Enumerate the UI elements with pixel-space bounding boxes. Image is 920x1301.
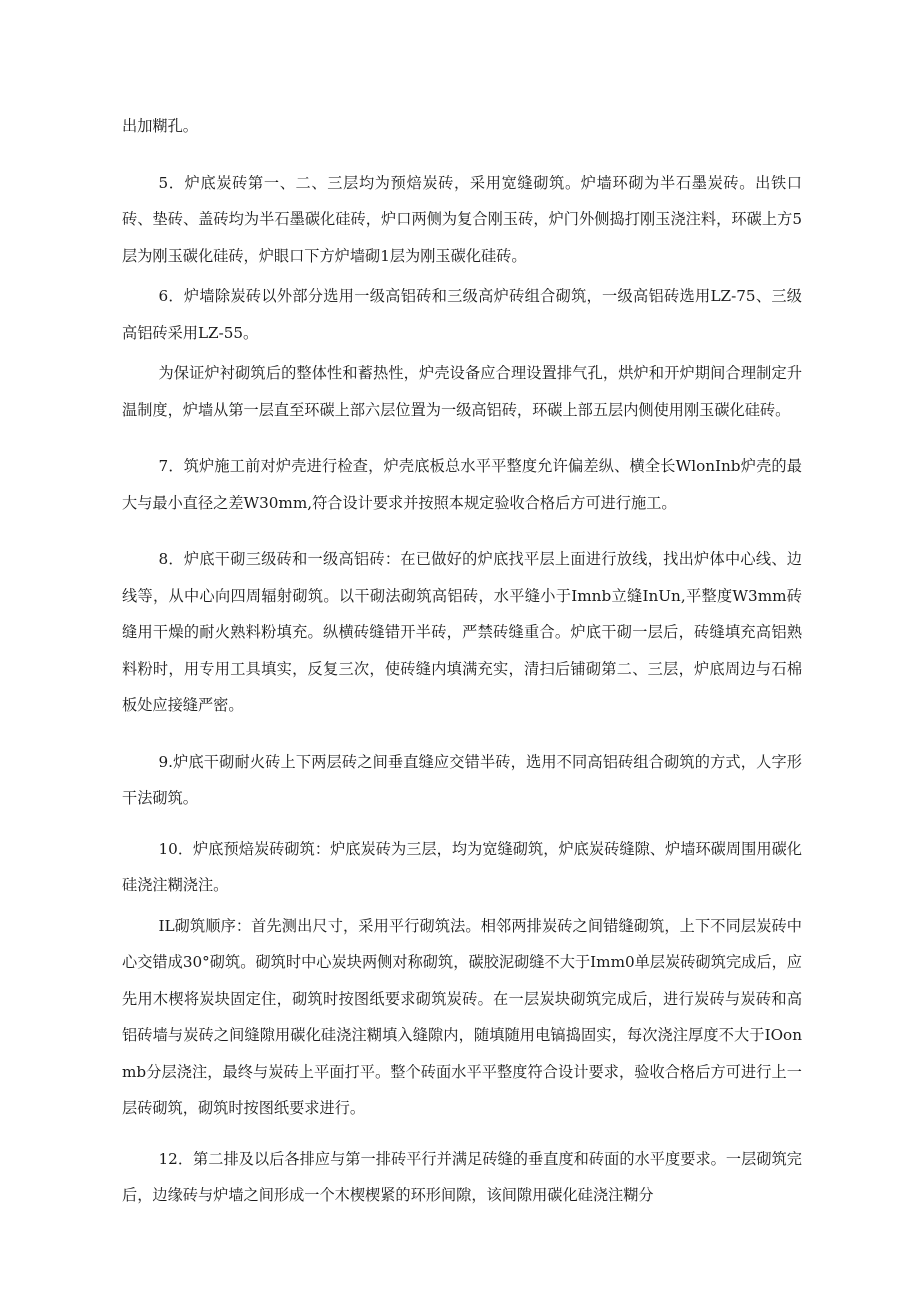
document-body <box>122 108 802 1214</box>
paragraph-continuation: 出加糊孔。 <box>122 117 198 135</box>
paragraph-item-6: 6．炉墙除炭砖以外部分选用一级高铝砖和三级高炉砖组合砌筑，一级高铝砖选用LZ-75、三级高铝砖采用LZ-55。 <box>122 287 802 342</box>
paragraph-item-7: 7．筑炉施工前对炉壳进行检查，炉壳底板总水平平整度允许偏差纵、横全长WlonInb炉壳的最大与最小直径之差W30mm,符合设计要求并按照本规定验收合格后方可进行施工。 <box>122 457 802 512</box>
paragraph-item-11: IL砌筑顺序：首先测出尺寸，采用平行砌筑法。相邻两排炭砖之间错缝砌筑，上下不同层炭砖中心交错成30°砌筑。砌筑时中心炭块两侧对称砌筑，碳胶泥砌缝不大于Imm0单层炭砖砌筑完成后，应先用木楔将炭块固定住，砌筑时按图纸要求砌筑炭砖。在一层炭块砌筑完成后，进行炭砖与炭砖和高铝砖墙与炭砖之间缝隙用碳化硅浇注糊填入缝隙内，随填随用电镐捣固实，每次浇注厚度不大于IOonmb分层浇注，最终与炭砖上平面打平。整个砖面水平平整度符合设计要求，验收合格后方可进行上一层砖砌筑，砌筑时按图纸要求进行。 <box>122 916 802 1117</box>
paragraph-item-6-note: 为保证炉衬砌筑后的整体性和蓄热性，炉壳设备应合理设置排气孔，烘炉和开炉期间合理制定升温制度，炉墙从第一层直至环碳上部六层位置为一级高铝砖，环碳上部五层内侧使用刚玉碳化硅砖。 <box>122 364 802 419</box>
paragraph-item-12: 12．第二排及以后各排应与第一排砖平行并满足砖缝的垂直度和砖面的水平度要求。一层砌筑完后，边缘砖与炉墙之间形成一个木楔楔紧的环形间隙，该间隙用碳化硅浇注糊分 <box>122 1149 802 1204</box>
paragraph-item-10: 10．炉底预焙炭砖砌筑：炉底炭砖为三层，均为宽缝砌筑，炉底炭砖缝隙、炉墙环碳周围用碳化硅浇注糊浇注。 <box>122 839 802 894</box>
paragraph-item-9: 9.炉底干砌耐火砖上下两层砖之间垂直缝应交错半砖，选用不同高铝砖组合砌筑的方式，人字形干法砌筑。 <box>122 752 802 807</box>
paragraph-item-8: 8．炉底干砌三级砖和一级高铝砖：在已做好的炉底找平层上面进行放线，找出炉体中心线、边线等，从中心向四周辐射砌筑。以干砌法砌筑高铝砖，水平缝小于Imnb立缝InUn,平整度W3mm砖缝用干燥的耐火熟料粉填充。纵横砖缝错开半砖，严禁砖缝重合。炉底干砌一层后，砖缝填充高铝熟料粉时，用专用工具填实，反复三次，使砖缝内填满充实，清扫后铺砌第二、三层，炉底周边与石棉板处应接缝严密。 <box>122 550 802 714</box>
paragraph-item-5: 5．炉底炭砖第一、二、三层均为预焙炭砖，采用宽缝砌筑。炉墙环砌为半石墨炭砖。出铁口砖、垫砖、盖砖均为半石墨碳化硅砖，炉口两侧为复合刚玉砖，炉门外侧捣打刚玉浇注料，环碳上方5层为刚玉碳化硅砖，炉眼口下方炉墙砌1层为刚玉碳化硅砖。 <box>122 173 802 265</box>
